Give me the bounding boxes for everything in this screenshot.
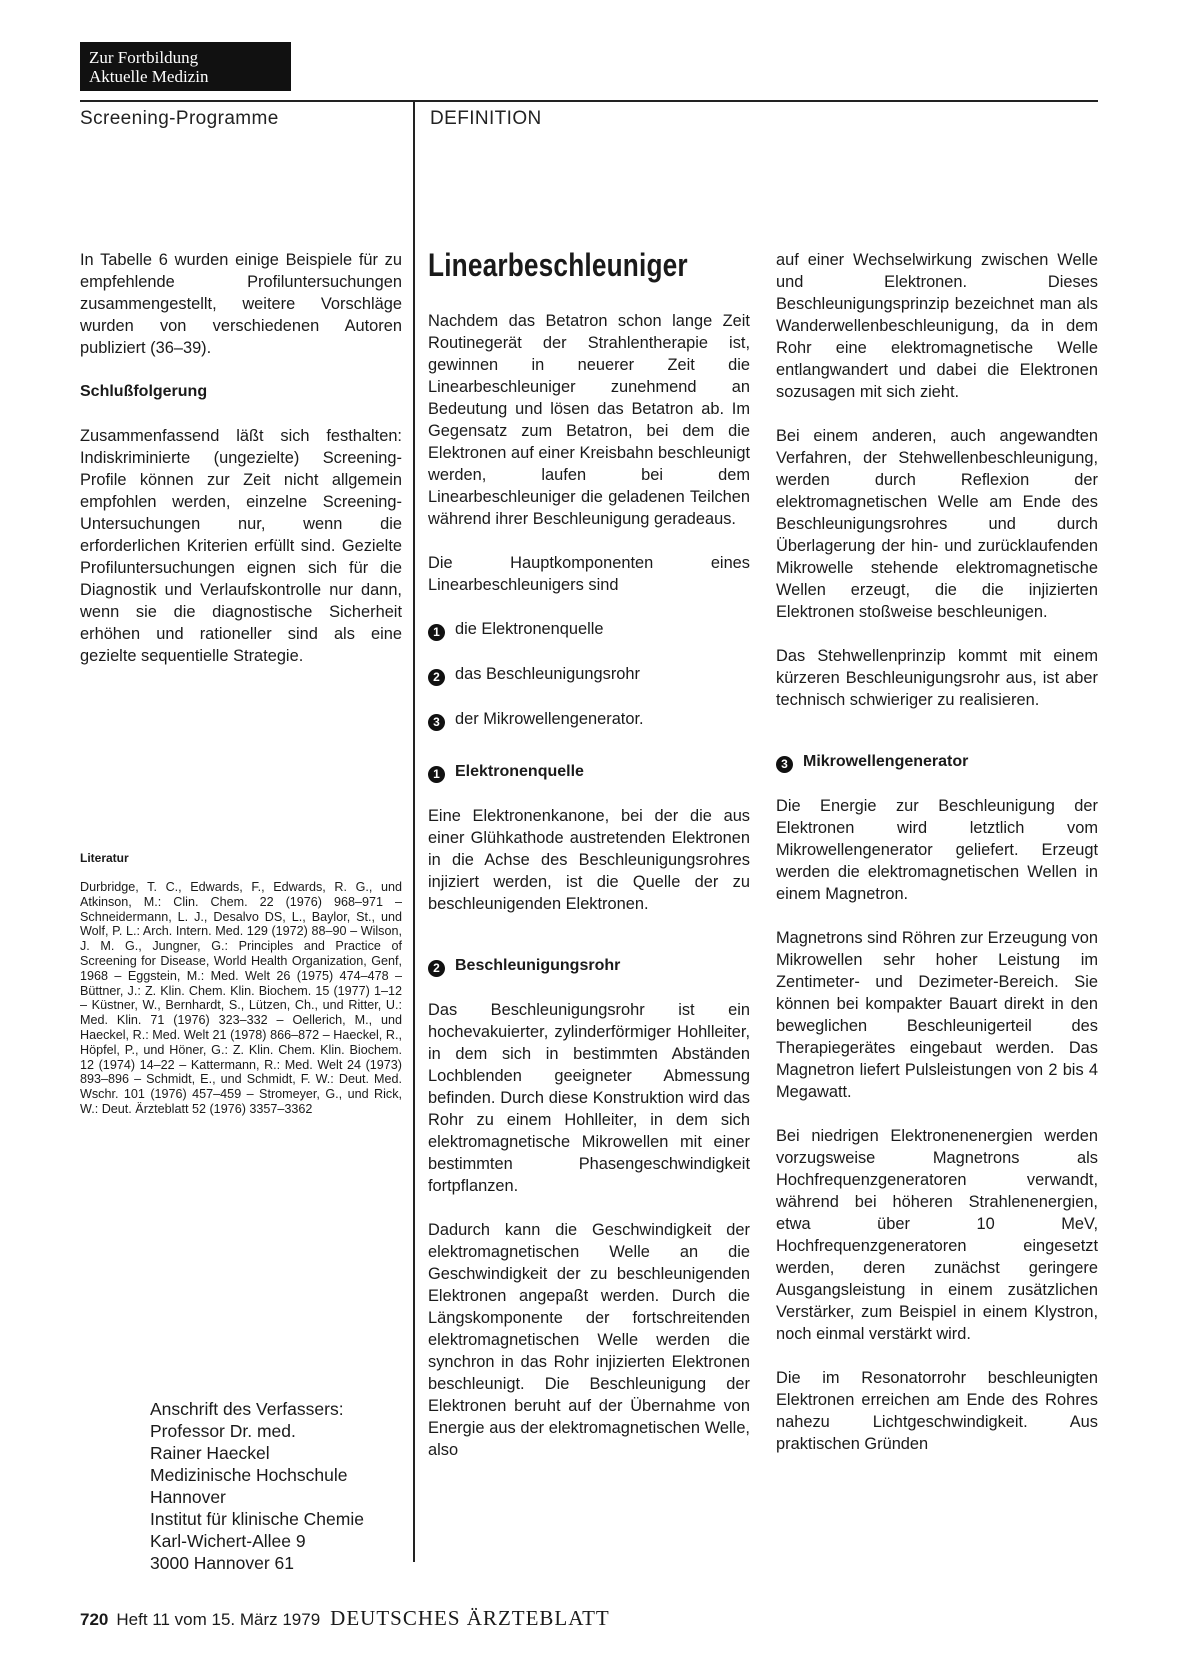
column-divider [413,100,415,1562]
middle-column [428,310,750,1483]
article-paragraph: Die Energie zur Beschleunigung der Elektronen wird letztlich vom Mikrowellengenerator geliefert. Erzeugt werden die elektromagnetischen Wellen in einem Magnetron. [776,797,1098,903]
list-item-text: das Beschleunigungsrohr [455,665,640,683]
article-paragraph: Eine Elektronenkanone, bei der die aus einer Glühkathode austretenden Elektronen in die Achse des Beschleunigungsrohres injiziert werden, ist die Quelle der zu beschleunigenden Elektronen. [428,807,750,913]
number-badge-icon: 2 [428,960,445,977]
section-heading [776,751,1098,773]
author-address [150,1398,364,1574]
address-line: Professor Dr. med. [150,1421,296,1441]
article-paragraph: auf einer Wechselwirkung zwischen Welle und Elektronen. Dieses Beschleunigungsprinzip bezeichnet man als Wanderwellenbeschleunigung, da in dem Rohr eine elektromagnetische Welle entlangwandert und dabei die Elektronen sozusagen mit sich zieht. [776,251,1098,401]
issue-info: Heft 11 vom 15. März 1979 [116,1610,321,1629]
article-paragraph: Bei einem anderen, auch angewandten Verfahren, der Stehwellenbeschleunigung, werden durch Reflexion der elektromagnetischen Welle am Ende des Beschleunigungsrohres und durch Überlagerung der hin- und zurücklaufenden Mikrowelle stehende elektromagnetische Wellen erzeugt, die die injizierten Elektronen stoßweise beschleunigen. [776,427,1098,621]
article-paragraph: Das Beschleunigungsrohr ist ein hochevakuierter, zylinderförmiger Hohlleiter, in dem sich in bestimmten Abständen Lochblenden geeigneter Abmessung befinden. Durch diese Konstruktion wird das Rohr zu einem Hohlleiter, in dem sich elektromagnetische Mikrowellen mit einer bestimmten Phasengeschwindigkeit fortpflanzen. [428,1001,750,1195]
section-heading-text: Mikrowellengenerator [803,753,969,770]
left-column [80,249,402,689]
article-paragraph: Die Hauptkomponenten eines Linearbeschleunigers sind [428,554,750,594]
list-item-text: der Mikrowellengenerator. [455,710,644,728]
conclusion-paragraph: Zusammenfassend läßt sich festhalten: Indiskriminierte (ungezielte) Screening-Profile können zur Zeit nicht allgemein empfohlen werden, einzelne Screening-Untersuchungen nur, wenn die erforderlichen Kriterien erfüllt sind. Gezielte Profiluntersuchungen eignen sich für die Diagnostik und Verlaufskontrolle nur dann, wenn sie die diagnostische Sicherheit erhöhen und rationeller sind als eine gezielte sequentielle Strategie. [80,427,402,665]
number-badge-icon: 1 [428,766,445,783]
article-paragraph: Das Stehwellenprinzip kommt mit einem kürzeren Beschleunigungsrohr aus, ist aber technisch schwieriger zu realisieren. [776,647,1098,709]
article-paragraph: Die im Resonatorrohr beschleunigten Elektronen erreichen am Ende des Rohres nahezu Lichtgeschwindigkeit. Aus praktischen Gründen [776,1369,1098,1453]
section-heading-text: Beschleunigungsrohr [455,957,621,974]
literature-heading: Literatur [80,851,129,865]
address-line: Hannover [150,1487,226,1507]
number-badge-icon: 2 [428,669,445,686]
address-line: Rainer Haeckel [150,1443,270,1463]
list-item-text: die Elektronenquelle [455,620,604,638]
article-title-wrap [428,247,758,284]
component-list-item [428,663,750,686]
section-heading [428,955,750,977]
article-paragraph: Dadurch kann die Geschwindigkeit der elektromagnetischen Welle an die Geschwindigkeit der zu beschleunigenden Elektronen angepaßt werden. Durch die Längskomponente der fortschreitenden elektromagnetischen Welle werden die synchron in das Rohr injizierten Elektronen beschleunigt. Die Beschleunigung der Elektronen beruht auf der Übernahme von Energie aus der elektromagnetischen Welle, also [428,1221,750,1459]
component-list-item [428,618,750,641]
left-section-label: Screening-Programme [80,108,279,129]
section-heading [428,761,750,783]
article-paragraph: Bei niedrigen Elektronenenergien werden vorzugsweise Magnetrons als Hochfrequenzgeneratoren verwandt, während bei höheren Strahlenenergien, etwa über 10 MeV, Hochfrequenzgeneratoren eingesetzt werden, deren zunächst geringere Ausgangsleistung in einem zusätzlichen Verstärker, zum Beispiel in einem Klystron, noch einmal verstärkt wird. [776,1127,1098,1343]
top-rule [80,100,1098,102]
address-line: Medizinische Hochschule [150,1465,348,1485]
conclusion-heading: Schlußfolgerung [80,383,208,400]
section-tag [80,42,291,91]
component-list-item [428,708,750,731]
journal-name: DEUTSCHES ÄRZTEBLATT [330,1606,610,1630]
section-heading-text: Elektronenquelle [455,763,584,780]
address-line: Institut für klinische Chemie [150,1509,364,1529]
section-tag-line: Aktuelle Medizin [89,67,209,86]
article-paragraph: Magnetrons sind Röhren zur Erzeugung von Mikrowellen sehr hoher Leistung im Zentimeter- und Dezimeter-Bereich. Sie können bei kompakter Bauart direkt in den beweglichen Beschleunigerteil des Therapiegerätes eingebaut werden. Das Magnetron liefert Pulsleistungen von 2 bis 4 Megawatt. [776,929,1098,1101]
right-section-label: DEFINITION [430,108,542,129]
page-number: 720 [80,1610,109,1629]
address-line: 3000 Hannover 61 [150,1553,294,1573]
number-badge-icon: 3 [428,714,445,731]
article-title: Linearbeschleuniger [428,247,688,283]
intro-paragraph: In Tabelle 6 wurden einige Beispiele für zu empfehlende Profiluntersuchungen zusammengestellt, weitere Vorschläge wurden von verschiedenen Autoren publiziert (36–39). [80,251,402,357]
address-line: Karl-Wichert-Allee 9 [150,1531,306,1551]
number-badge-icon: 1 [428,624,445,641]
number-badge-icon: 3 [776,756,793,773]
right-column [776,249,1098,1477]
page-footer [80,1606,610,1631]
section-tag-line: Zur Fortbildung [89,48,199,67]
article-paragraph: Nachdem das Betatron schon lange Zeit Routinegerät der Strahlentherapie ist, gewinnen in neuerer Zeit die Linearbeschleuniger zunehmend an Bedeutung und lösen das Betatron ab. Im Gegensatz zum Betatron, bei dem die Elektronen auf einer Kreisbahn beschleunigt werden, laufen bei dem Linearbeschleuniger die geladenen Teilchen während ihrer Beschleunigung geradeaus. [428,312,750,528]
literature-list: Durbridge, T. C., Edwards, F., Edwards, R. G., und Atkinson, M.: Clin. Chem. 22 (1976) 968–971 – Schneidermann, L. J., Desalvo DS, L., Baylor, St., und Wolf, P. L.: Arch. Intern. Med. 129 (1972) 88–90 – Wilson, J. M. G., Jungner, G.: Principles and Practice of Screening for Disease, World Health Organization, Genf, 1968 – Eggstein, M.: Med. Welt 26 (1975) 474–478 – Büttner, J.: Z. Klin. Chem. Klin. Biochem. 15 (1977) 1–12 – Küstner, W., Bernhardt, S., Lützen, Ch., und Ritter, U.: Med. Klin. 71 (1976) 323–332 – Oellerich, M., und Haeckel, R.: Med. Welt 21 (1978) 866–872 – Haeckel, R., Höpfel, P., und Höner, G.: Z. Klin. Chem. Klin. Biochem. 12 (1974) 14–22 – Kattermann, R.: Med. Welt 24 (1973) 893–896 – Schmidt, E., und Schmidt, F. W.: Deut. Med. Wschr. 101 (1976) 457–459 – Stromeyer, G., und Rick, W.: Deut. Ärzteblatt 52 (1976) 3357–3362 [80,880,402,1116]
address-line: Anschrift des Verfassers: [150,1399,344,1419]
